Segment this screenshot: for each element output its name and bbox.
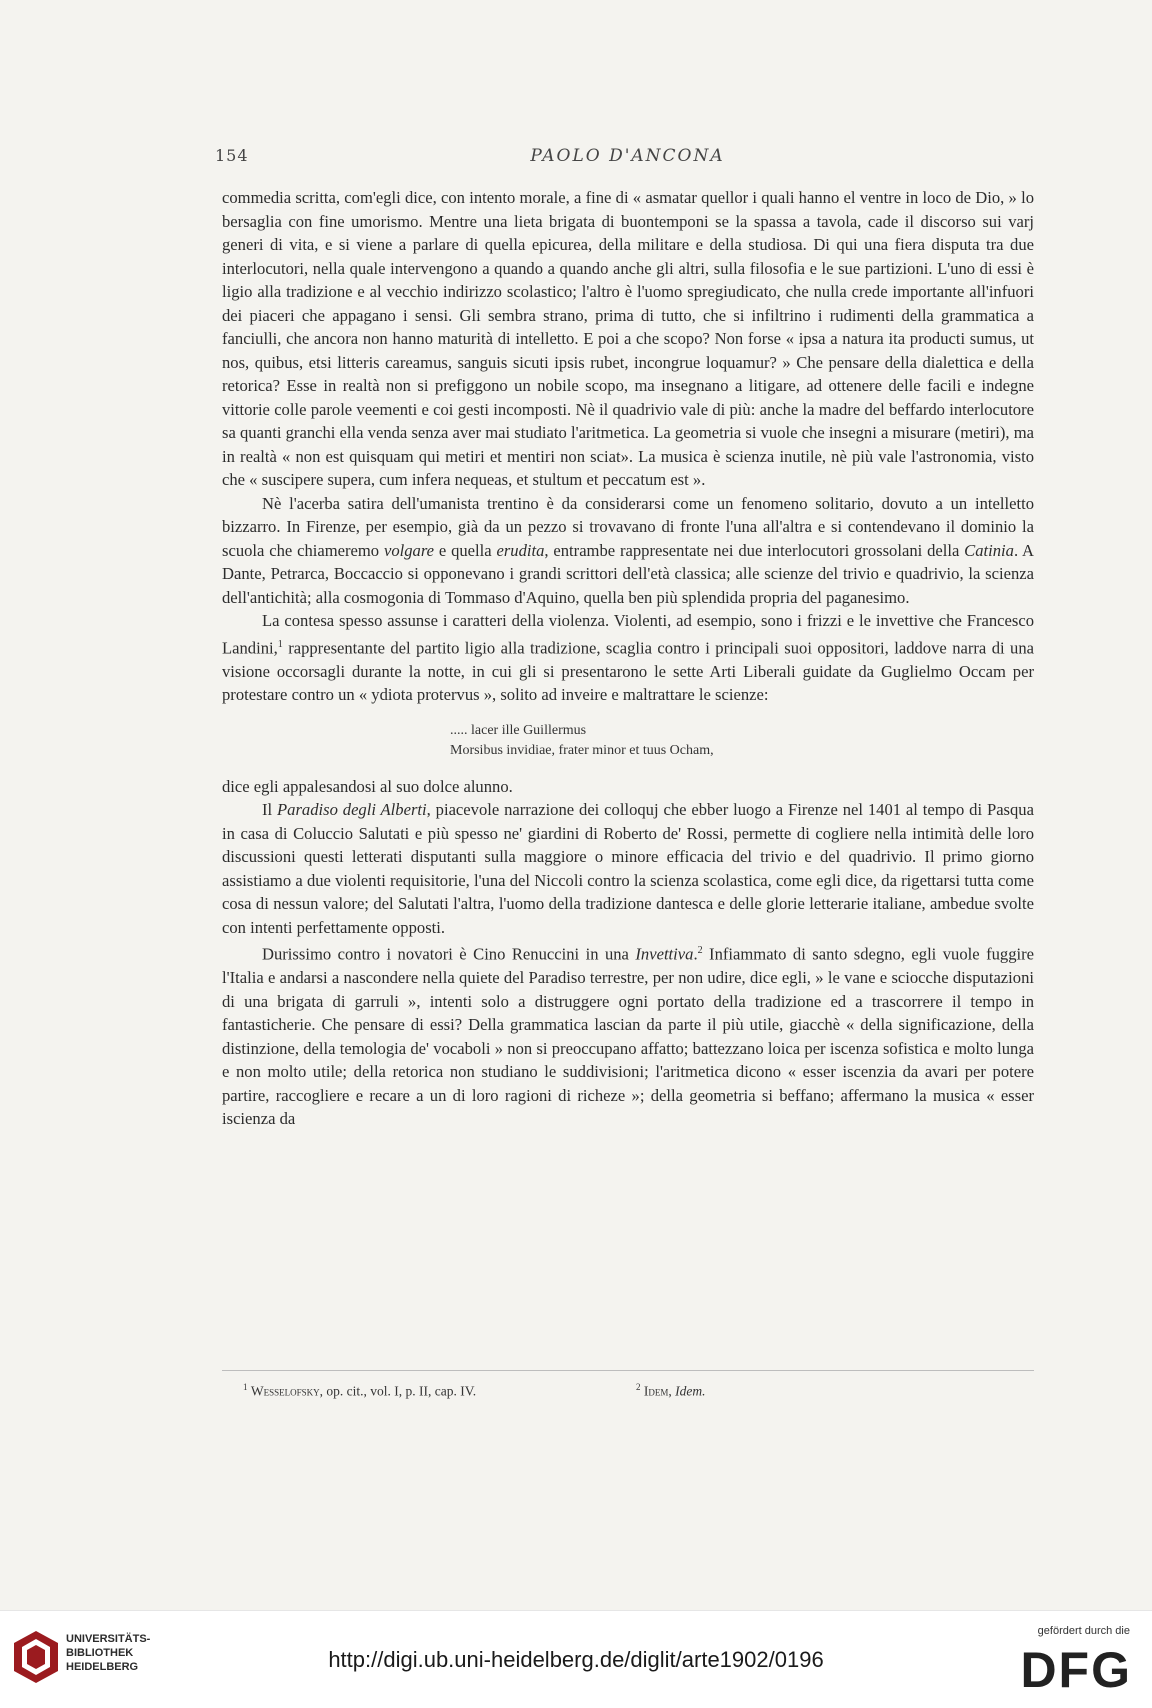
paragraph-text: , entrambe rappresentate nei due interlocutori grossolani della bbox=[544, 540, 965, 560]
footnote-text: Idem. bbox=[675, 1383, 706, 1399]
italic-title: Invettiva bbox=[635, 944, 694, 964]
digitization-banner bbox=[0, 1610, 1152, 1708]
verse-quote bbox=[450, 721, 1034, 761]
page-header bbox=[215, 146, 1040, 170]
paragraph-text: Nè l'acerba satira dell'umanista trentino è da considerarsi come un fenomeno solitario, dovuto a un intelletto bizzarro. In Firenze, per esempio, già da un pezzo si trovavano di fronte l'una all'altra e si contendevano il dominio la scuola che chiameremo bbox=[222, 493, 1034, 560]
footnote-2: $^2$ Idem, Idem. bbox=[636, 1382, 706, 1399]
paragraph-6: Durissimo contro i novatori è Cino Renuccini in una Invettiva.$^2$ Infiammato di santo sdegno, egli vuole fuggire l'Italia e andarsi a nascondere nella quiete del Paradiso terrestre, per non udire, dice egli, » le vane e sciocche disputazioni di una brigata di garruli », intenti solo a distruggere ogni portato della tradizione ed a trascorrere il tempo in fantasticherie. Che pensare di essi? Della grammatica lascian da parte il più utile, giacchè « della significazione, della distinzione, della temologia de' vocaboli » non si preoccupano affatto; battezzano loica per iscenza sofistica e molto lunga e non molto utile; della retorica non studiano le suddivisioni; l'aritmetica dicono « esser iscenzia da avari per potere partire, raccogliere e recare a un di loro ragioni di richeze »; della geometria si beffano; affermano la musica « esser iscienza da bbox=[222, 944, 1034, 1129]
body-text bbox=[222, 186, 1034, 1131]
paragraph-text: Durissimo contro i novatori è Cino Renuccini in una bbox=[262, 944, 636, 964]
paragraph-text: e quella bbox=[434, 540, 497, 560]
page-number: 154 bbox=[215, 146, 249, 165]
paragraph-5 bbox=[222, 798, 1034, 939]
university-library-name[interactable]: UNIVERSITÄTS- BIBLIOTHEK HEIDELBERG bbox=[66, 1633, 151, 1673]
footnote-text: , op. cit., vol. I, p. II, cap. IV. bbox=[319, 1383, 477, 1399]
verse-line-1: ..... lacer ille Guillermus bbox=[450, 722, 587, 738]
paragraph-4 bbox=[222, 775, 1034, 799]
verse-line-2: Morsibus invidiae, frater minor et tuus Ocham, bbox=[450, 742, 714, 758]
permalink-url[interactable]: http://digi.ub.uni-heidelberg.de/diglit/arte1902/0196 bbox=[328, 1647, 824, 1672]
footnote-ref-2[interactable]: 2 bbox=[697, 945, 703, 957]
paragraph-2 bbox=[222, 492, 1034, 610]
running-head: PAOLO D'ANCONA bbox=[530, 146, 725, 166]
paragraph-text: Infiammato di santo sdegno, egli vuole fuggire l'Italia e andarsi a nascondere nella quiete del Paradiso terrestre, per non udire, dice egli, » le vane e sciocche disputazioni di una brigata di garruli », intenti solo a distruggere ogni portato della tradizione ed a trascorrere il tempo in fantasticherie. Che pensare di essi? Della grammatica lascian da parte il più utile, giacchè « della significazione, della distinzione, della temologia de' vocaboli » non si preoccupano affatto; battezzano loica per iscenza sofistica e molto lunga e non molto utile; della retorica non studiano le suddivisioni; l'aritmetica dicono « esser iscenzia da avari per potere partire, raccogliere e recare a un di loro ragioni di richeze »; della geometria si beffano; affermano la musica « esser iscienza da bbox=[222, 944, 1034, 1129]
footnote-author: Idem bbox=[643, 1383, 669, 1399]
footnote-mark: 2 bbox=[636, 1382, 641, 1392]
paragraph-3 bbox=[222, 609, 1034, 707]
footnote-rule bbox=[222, 1370, 1034, 1371]
footnote-author: Wesselofsky bbox=[250, 1383, 320, 1399]
dfg-logo-icon[interactable]: DFG bbox=[1020, 1642, 1132, 1698]
italic-title: Paradiso degli Alberti bbox=[277, 800, 427, 820]
paragraph-text: . A Dante, Petrarca, Boccaccio si opponevano i grandi scrittori dell'età classica; alle scienze del trivio e quadrivio, la scienza dell'antichità; alla cosmogonia di Tommaso d'Aquino, quella ben più splendida propria del paganesimo. bbox=[222, 540, 1035, 607]
footnote-mark: 1 bbox=[243, 1382, 248, 1392]
paragraph-text: commedia scritta, com'egli dice, con intento morale, a fine di « asmatar quellor i quali hanno el ventre in loco de Dio, » lo bersaglia con fine umorismo. Mentre una lieta brigata di buontemponi se la spassa a tavola, cade il discorso sui varj generi di vita, e si viene a parlare di quella epicurea, della militare e della studiosa. Di qui una fiera disputa tra due interlocutori, nella quale intervengono a quando a quando anche gli altri, sulla filosofia e le sue partizioni. L'uno di essi è ligio alla tradizione e al vecchio indirizzo scolastico; l'altro è l'uomo spregiudicato, che nulla crede importante all'infuori dei piaceri che appagano i sensi. Gli sembra strano, prima di tutto, che si infiltrino i rudimenti della grammatica a fanciulli, che ancora non hanno maturità di intelletto. E poi a che scopo? Non forse « ipsa a natura ita producti sumus, ut nos, quibus, etsi litteris careamus, sanguis sicuti ipsis rubet, incongrue loquamur? » Che pensare della dialettica e della retorica? Esse in realtà non si prefiggono un nobile scopo, ma insegnano a litigare, ad ottenere delle facili e indegne vittorie colle parole veementi e coi gesti incomposti. Nè il quadrivio vale di più: anche la madre del beffardo interlocutore sa quanti granchi ella venda senza aver mai studiato l'aritmetica. La geometria si vuole che insegni a misurare (metiri), ma in realtà « non est quisquam qui metiri et mentiri non sciat». La musica è scienza inutile, nè più vale l'astronomia, visto che « suscipere supera, cum infera nequeas, et stultum et peccatum est ». bbox=[222, 188, 1034, 489]
italic-term: erudita bbox=[496, 540, 545, 560]
paragraph-text: Il bbox=[262, 800, 278, 820]
paragraph-text: rappresentante del partito ligio alla tradizione, scaglia contro i principali suoi oppositori, laddove narra di una visione occorsagli durante la notte, in cui gli si presentarono le sette Arti Liberali guidate da Guglielmo Occam per protestare contro un « ydiota protervus », solito ad inveire e maltrattare le scienze: bbox=[222, 638, 1034, 705]
paragraph-text: , piacevole narrazione dei colloquj che ebber luogo a Firenze nel 1401 al tempo di Pasqua in casa di Coluccio Salutati e più spesso ne' giardini di Roberto de' Rossi, permette di cogliere nella intimità delle loro discussioni questi letterati disputanti sulla maggiore o minore efficacia del trivio e del quadrivio. Il primo giorno assistiamo a due violenti requisitorie, l'una del Niccoli contro la scienza scolastica, come egli dice, da rigettarsi tutta come cosa di nessun valore; del Salutati l'altra, l'uomo della tradizione dantesca e delle glorie letterarie italiane, ambedue svolte con intenti perfettamente opposti. bbox=[222, 800, 1034, 937]
paragraph-1 bbox=[222, 186, 1034, 492]
italic-title: Catinia bbox=[964, 540, 1014, 560]
footnote-ref-1[interactable]: 1 bbox=[277, 638, 283, 650]
footnote-1 bbox=[243, 1382, 476, 1400]
paragraph-text: La contesa spesso assunse i caratteri della violenza. Violenti, ad esempio, sono i frizzi e le invettive che Francesco Landini, bbox=[222, 611, 1034, 658]
funding-label: gefördert durch die bbox=[1037, 1625, 1130, 1637]
italic-term: volgare bbox=[383, 540, 435, 560]
paragraph-text: dice egli appalesandosi al suo dolce alunno. bbox=[222, 776, 513, 796]
